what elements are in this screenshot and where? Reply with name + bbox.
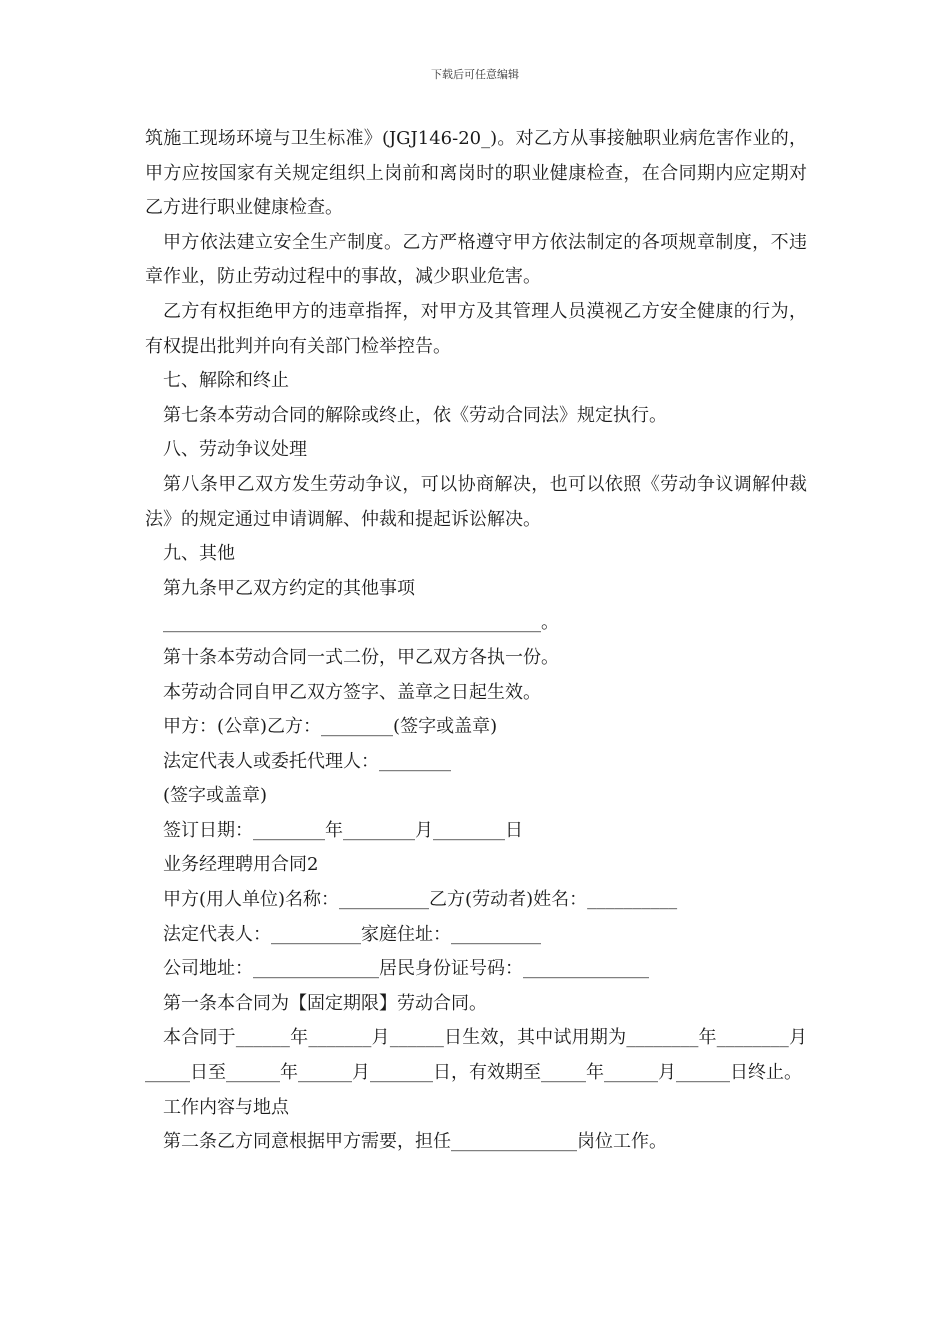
signature-line: 甲方：(公章)乙方：________(签字或盖章) (163, 716, 498, 738)
document-body (145, 122, 807, 1160)
section-heading: 七、解除和终止 (163, 370, 289, 392)
signature-line: (签字或盖章) (163, 785, 268, 807)
party-info-line: 法定代表人：__________家庭住址：__________ (163, 923, 541, 945)
paragraph: 乙方有权拒绝甲方的违章指挥，对甲方及其管理人员漠视乙方安全健康的行为，有权提出批判并向有关部门检举控告。 (145, 300, 807, 357)
section-heading: 工作内容与地点 (163, 1096, 289, 1118)
paragraph: 第七条本劳动合同的解除或终止，依《劳动合同法》规定执行。 (163, 404, 667, 426)
section-heading: 九、其他 (163, 543, 235, 565)
paragraph: 本劳动合同自甲乙双方签字、盖章之日起生效。 (163, 681, 541, 703)
page-header: 下载后可任意编辑 (431, 68, 519, 81)
contract-title: 业务经理聘用合同2 (163, 854, 319, 876)
paragraph: 筑施工现场环境与卫生标准》(JGJ146-20_)。对乙方从事接触职业病危害作业的，甲方应按国家有关规定组织上岗前和离岗时的职业健康检查，在合同期内应定期对乙方进行职业健康检查。 (145, 128, 807, 219)
paragraph: 第十条本劳动合同一式二份，甲乙双方各执一份。 (163, 646, 559, 668)
party-info-line: 公司地址：______________居民身份证号码：______________ (163, 958, 649, 980)
signing-date-line: 签订日期：________年________月________日 (163, 819, 523, 841)
paragraph: 甲方依法建立安全生产制度。乙方严格遵守甲方依法制定的各项规章制度，不违章作业，防止劳动过程中的事故，减少职业危害。 (145, 231, 807, 288)
paragraph: 本合同于______年_______月______日生效，其中试用期为________年________月_____日至______年______月_______日，有效期至_____年______月______日终止。 (145, 1027, 807, 1084)
blank-line: __________________________________________。 (163, 612, 559, 634)
signature-line: 法定代表人或委托代理人：________ (163, 750, 451, 772)
paragraph: 第一条本合同为【固定期限】劳动合同。 (163, 992, 487, 1014)
paragraph: 第九条甲乙双方约定的其他事项 (163, 577, 415, 599)
section-heading: 八、劳动争议处理 (163, 439, 307, 461)
paragraph: 第二条乙方同意根据甲方需要，担任______________岗位工作。 (163, 1131, 667, 1153)
paragraph: 第八条甲乙双方发生劳动争议，可以协商解决，也可以依照《劳动争议调解仲裁法》的规定通过申请调解、仲裁和提起诉讼解决。 (145, 473, 807, 530)
party-info-line: 甲方(用人单位)名称：__________乙方(劳动者)姓名：__________ (163, 889, 678, 911)
